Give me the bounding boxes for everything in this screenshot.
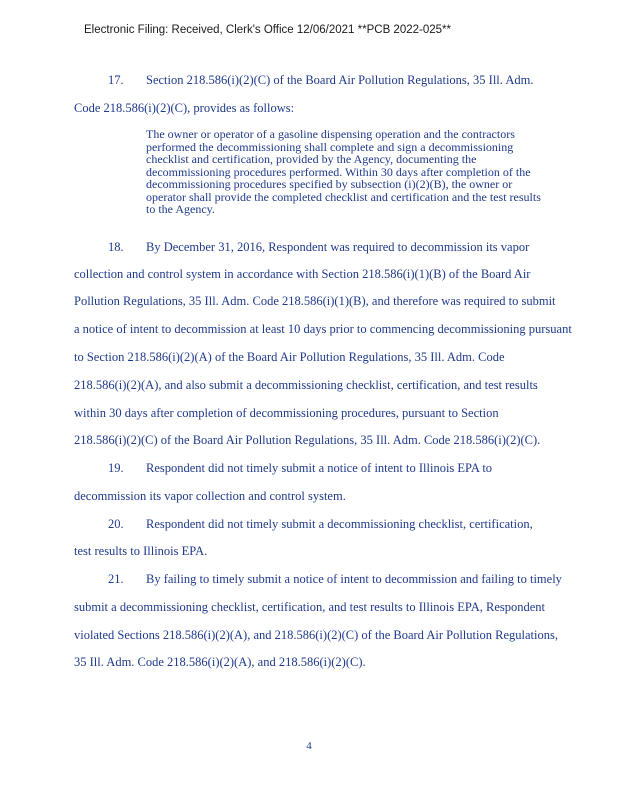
paragraph-number: 17. (108, 73, 124, 87)
quote-line: operator shall provide the completed checklist and certification and the test results (146, 189, 541, 204)
paragraph-17-line-2: Code 218.586(i)(2)(C), provides as follows: (74, 101, 295, 115)
quote-line: decommissioning procedures performed. Within 30 days after completion of the (146, 164, 531, 179)
paragraph-21-line-3: violated Sections 218.586(i)(2)(A), and 218.586(i)(2)(C) of the Board Air Pollution Regulations, (74, 628, 558, 642)
quote-line: The owner or operator of a gasoline dispensing operation and the contractors (146, 127, 515, 141)
paragraph-18-line-7: within 30 days after completion of decommissioning procedures, pursuant to Section (74, 406, 499, 420)
block-quote (146, 128, 596, 216)
paragraph-19-line-2: decommission its vapor collection and control system. (74, 489, 346, 503)
paragraph-21-line-1: 21. By failing to timely submit a notice of intent to decommission and failing to timely (108, 572, 562, 586)
paragraph-20-line-2: test results to Illinois EPA. (74, 544, 208, 558)
paragraph-18-line-1: 18. By December 31, 2016, Respondent was required to decommission its vapor (108, 240, 530, 254)
paragraph-number: 20. (108, 517, 124, 531)
paragraph-19-line-1: 19. Respondent did not timely submit a notice of intent to Illinois EPA to (108, 461, 493, 475)
paragraph-18-line-8: 218.586(i)(2)(C) of the Board Air Pollution Regulations, 35 Ill. Adm. Code 218.586(i)(2)(C). (74, 433, 541, 447)
paragraph-21-line-4: 35 Ill. Adm. Code 218.586(i)(2)(A), and 218.586(i)(2)(C). (74, 655, 366, 669)
paragraph-21-line-2: submit a decommissioning checklist, certification, and test results to Illinois EPA, Respondent (74, 600, 546, 614)
paragraph-18-line-6: 218.586(i)(2)(A), and also submit a decommissioning checklist, certification, and test results (74, 378, 538, 392)
quote-line: decommissioning procedures specified by subsection (i)(2)(B), the owner or (146, 177, 513, 191)
paragraph-18-line-3: Pollution Regulations, 35 Ill. Adm. Code 218.586(i)(1)(B), and therefore was required to submit (74, 294, 556, 308)
paragraph-20-line-1: 20. Respondent did not timely submit a decommissioning checklist, certification, (108, 517, 533, 531)
quote-line: to the Agency. (146, 202, 215, 216)
paragraph-number: 21. (108, 572, 124, 586)
quote-line: performed the decommissioning shall complete and sign a decommissioning (146, 139, 514, 154)
paragraph-18-line-4: a notice of intent to decommission at least 10 days prior to commencing decommissioning pursuant (74, 322, 572, 336)
paragraph-17-line-1: 17. Section 218.586(i)(2)(C) of the Board Air Pollution Regulations, 35 Ill. Adm. (108, 73, 534, 87)
paragraph-number: 18. (108, 240, 124, 254)
paragraph-18-line-5: to Section 218.586(i)(2)(A) of the Board Air Pollution Regulations, 35 Ill. Adm. Code (74, 350, 505, 364)
filing-header: Electronic Filing: Received, Clerk's Office 12/06/2021 **PCB 2022-025** (84, 24, 451, 36)
paragraph-18-line-2: collection and control system in accordance with Section 218.586(i)(1)(B) of the Board Air (74, 267, 531, 281)
page-number: 4 (306, 740, 312, 752)
paragraph-number: 19. (108, 461, 124, 475)
quote-line: checklist and certification, provided by the Agency, documenting the (146, 152, 477, 166)
